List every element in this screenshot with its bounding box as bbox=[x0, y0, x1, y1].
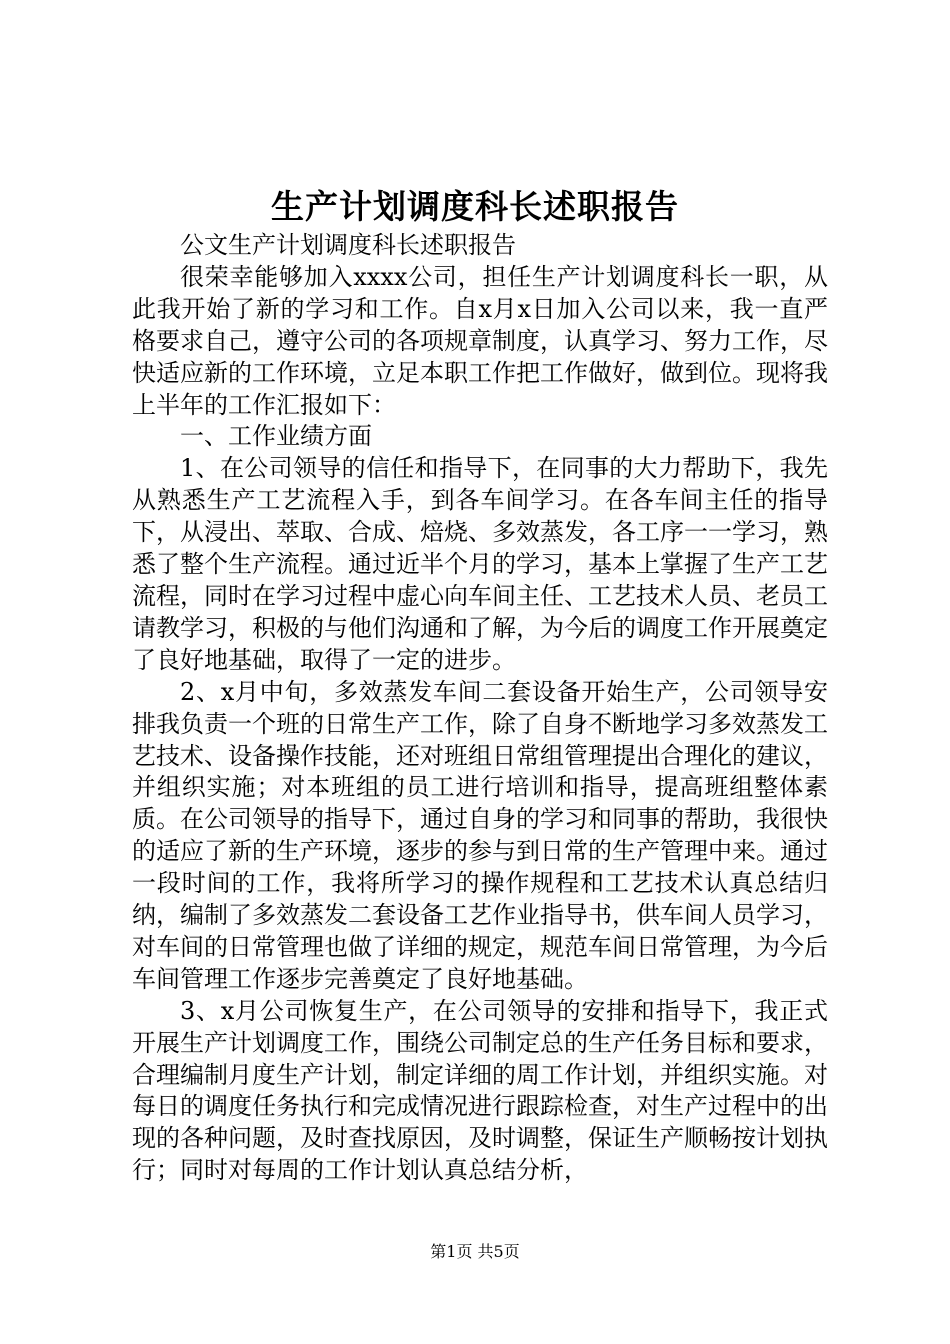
paragraph-item-2: 2、x月中旬，多效蒸发车间二套设备开始生产，公司领导安排我负责一个班的日常生产工作，除了自身不断地学习多效蒸发工艺技术、设备操作技能，还对班组日常组管理提出合理化的建议，并组织实施；对本班组的员工进行培训和指导，提高班组整体素质。在公司领导的指导下，通过自身的学习和同事的帮助，我很快的适应了新的生产环境，逐步的参与到日常的生产管理中来。通过一段时间的工作，我将所学习的操作规程和工艺技术认真总结归纳，编制了多效蒸发二套设备工艺作业指导书，供车间人员学习，对车间的日常管理也做了详细的规定，规范车间日常管理，为今后车间管理工作逐步完善奠定了良好地基础。 bbox=[132, 677, 828, 993]
section-heading: 一、工作业绩方面 bbox=[180, 422, 372, 451]
document-title: 生产计划调度科长述职报告 bbox=[271, 187, 679, 226]
paragraph-intro: 很荣幸能够加入xxxx公司，担任生产计划调度科长一职，从此我开始了新的学习和工作。自x月x日加入公司以来，我一直严格要求自己，遵守公司的各项规章制度，认真学习、努力工作，尽快适应新的工作环境，立足本职工作把工作做好，做到位。现将我上半年的工作汇报如下： bbox=[132, 262, 828, 419]
paragraph-item-3: 3、x月公司恢复生产，在公司领导的安排和指导下，我正式开展生产计划调度工作，围绕公司制定总的生产任务目标和要求，合理编制月度生产计划，制定详细的周工作计划，并组织实施。对每日的调度任务执行和完成情况进行跟踪检查，对生产过程中的出现的各种问题，及时查找原因，及时调整，保证生产顺畅按计划执行；同时对每周的工作计划认真总结分析， bbox=[132, 996, 828, 1185]
page-footer: 第1页 共5页 bbox=[430, 1242, 520, 1261]
paragraph-item-1: 1、在公司领导的信任和指导下，在同事的大力帮助下，我先从熟悉生产工艺流程入手，到各车间学习。在各车间主任的指导下，从浸出、萃取、合成、焙烧、多效蒸发，各工序一一学习，熟悉了整个生产流程。通过近半个月的学习，基本上掌握了生产工艺流程，同时在学习过程中虚心向车间主任、工艺技术人员、老员工请教学习，积极的与他们沟通和了解，为今后的调度工作开展奠定了良好地基础，取得了一定的进步。 bbox=[132, 454, 828, 674]
paragraph-subtitle: 公文生产计划调度科长述职报告 bbox=[180, 231, 516, 259]
document-body bbox=[132, 230, 828, 1187]
